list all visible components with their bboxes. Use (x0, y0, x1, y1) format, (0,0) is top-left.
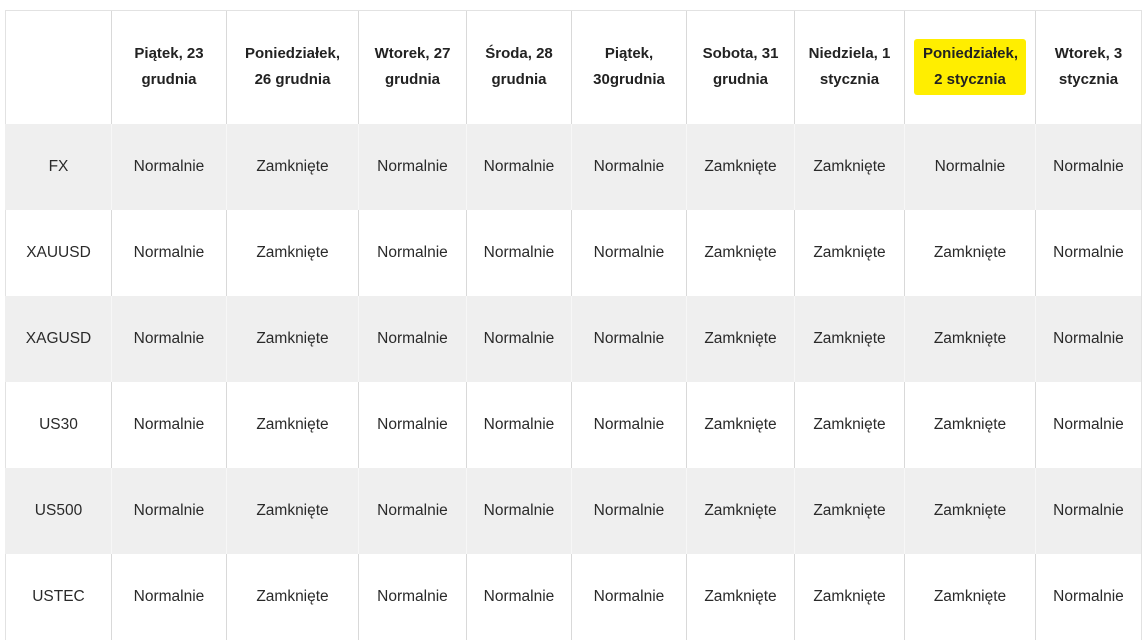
status-cell: Zamknięte (687, 296, 795, 382)
status-cell: Normalnie (359, 468, 467, 554)
status-cell: Normalnie (1036, 210, 1142, 296)
status-cell: Normalnie (572, 382, 687, 468)
header-date-label-highlighted: Poniedziałek, 2 stycznia (914, 39, 1026, 95)
status-cell: Zamknięte (795, 210, 905, 296)
status-cell: Zamknięte (227, 468, 359, 554)
table-row (6, 554, 1142, 640)
status-cell: Normalnie (112, 296, 227, 382)
status-cell: Normalnie (905, 124, 1036, 210)
status-cell: Normalnie (467, 554, 572, 640)
status-cell: Normalnie (572, 296, 687, 382)
instrument-cell: XAUUSD (6, 210, 112, 296)
header-date-label: Wtorek, 27 grudnia (374, 45, 451, 89)
header-date (112, 11, 227, 124)
status-cell: Normalnie (359, 124, 467, 210)
status-cell: Zamknięte (795, 382, 905, 468)
header-date-label: Poniedziałek, 26 grudnia (244, 45, 341, 89)
status-cell: Normalnie (359, 554, 467, 640)
status-cell: Normalnie (572, 468, 687, 554)
instrument-cell: US30 (6, 382, 112, 468)
table-body (6, 124, 1142, 640)
status-cell: Zamknięte (687, 382, 795, 468)
status-cell: Normalnie (467, 296, 572, 382)
header-row (6, 11, 1142, 124)
status-cell: Normalnie (572, 210, 687, 296)
status-cell: Normalnie (1036, 124, 1142, 210)
status-cell: Normalnie (112, 124, 227, 210)
table-row (6, 468, 1142, 554)
status-cell: Normalnie (359, 382, 467, 468)
header-date (687, 11, 795, 124)
status-cell: Zamknięte (687, 124, 795, 210)
status-cell: Normalnie (1036, 468, 1142, 554)
instrument-cell: US500 (6, 468, 112, 554)
status-cell: Normalnie (467, 468, 572, 554)
header-date (227, 11, 359, 124)
header-date (795, 11, 905, 124)
status-cell: Zamknięte (905, 382, 1036, 468)
status-cell: Normalnie (359, 210, 467, 296)
header-date (572, 11, 687, 124)
table-row (6, 296, 1142, 382)
header-date (467, 11, 572, 124)
table-row (6, 382, 1142, 468)
status-cell: Normalnie (359, 296, 467, 382)
status-cell: Normalnie (1036, 382, 1142, 468)
instrument-cell: FX (6, 124, 112, 210)
status-cell: Normalnie (1036, 554, 1142, 640)
status-cell: Zamknięte (227, 210, 359, 296)
status-cell: Normalnie (112, 210, 227, 296)
header-corner (6, 11, 112, 124)
status-cell: Zamknięte (905, 554, 1036, 640)
status-cell: Zamknięte (687, 210, 795, 296)
status-cell: Zamknięte (905, 296, 1036, 382)
status-cell: Normalnie (112, 554, 227, 640)
status-cell: Normalnie (112, 382, 227, 468)
status-cell: Zamknięte (687, 554, 795, 640)
status-cell: Normalnie (572, 124, 687, 210)
status-cell: Zamknięte (227, 296, 359, 382)
status-cell: Zamknięte (795, 554, 905, 640)
table-row (6, 124, 1142, 210)
status-cell: Normalnie (1036, 296, 1142, 382)
header-date-label: Piątek, 23 grudnia (134, 45, 204, 89)
status-cell: Zamknięte (795, 124, 905, 210)
holiday-trading-table (5, 10, 1142, 640)
status-cell: Zamknięte (905, 210, 1036, 296)
header-date-label: Niedziela, 1 stycznia (808, 45, 891, 89)
header-date-label: Wtorek, 3 stycznia (1054, 45, 1123, 89)
header-date-label: Piątek, 30grudnia (593, 45, 665, 89)
status-cell: Zamknięte (227, 554, 359, 640)
instrument-cell: XAGUSD (6, 296, 112, 382)
status-cell: Zamknięte (227, 382, 359, 468)
status-cell: Normalnie (467, 210, 572, 296)
status-cell: Zamknięte (227, 124, 359, 210)
status-cell: Normalnie (467, 382, 572, 468)
instrument-cell: USTEC (6, 554, 112, 640)
header-date-label: Sobota, 31 grudnia (702, 45, 779, 89)
status-cell: Zamknięte (905, 468, 1036, 554)
header-date (1036, 11, 1142, 124)
status-cell: Zamknięte (795, 296, 905, 382)
header-date (359, 11, 467, 124)
table-row (6, 210, 1142, 296)
status-cell: Normalnie (112, 468, 227, 554)
header-date-label: Środa, 28 grudnia (485, 45, 553, 89)
status-cell: Normalnie (467, 124, 572, 210)
status-cell: Zamknięte (795, 468, 905, 554)
status-cell: Normalnie (572, 554, 687, 640)
status-cell: Zamknięte (687, 468, 795, 554)
header-date-highlighted (905, 11, 1036, 124)
